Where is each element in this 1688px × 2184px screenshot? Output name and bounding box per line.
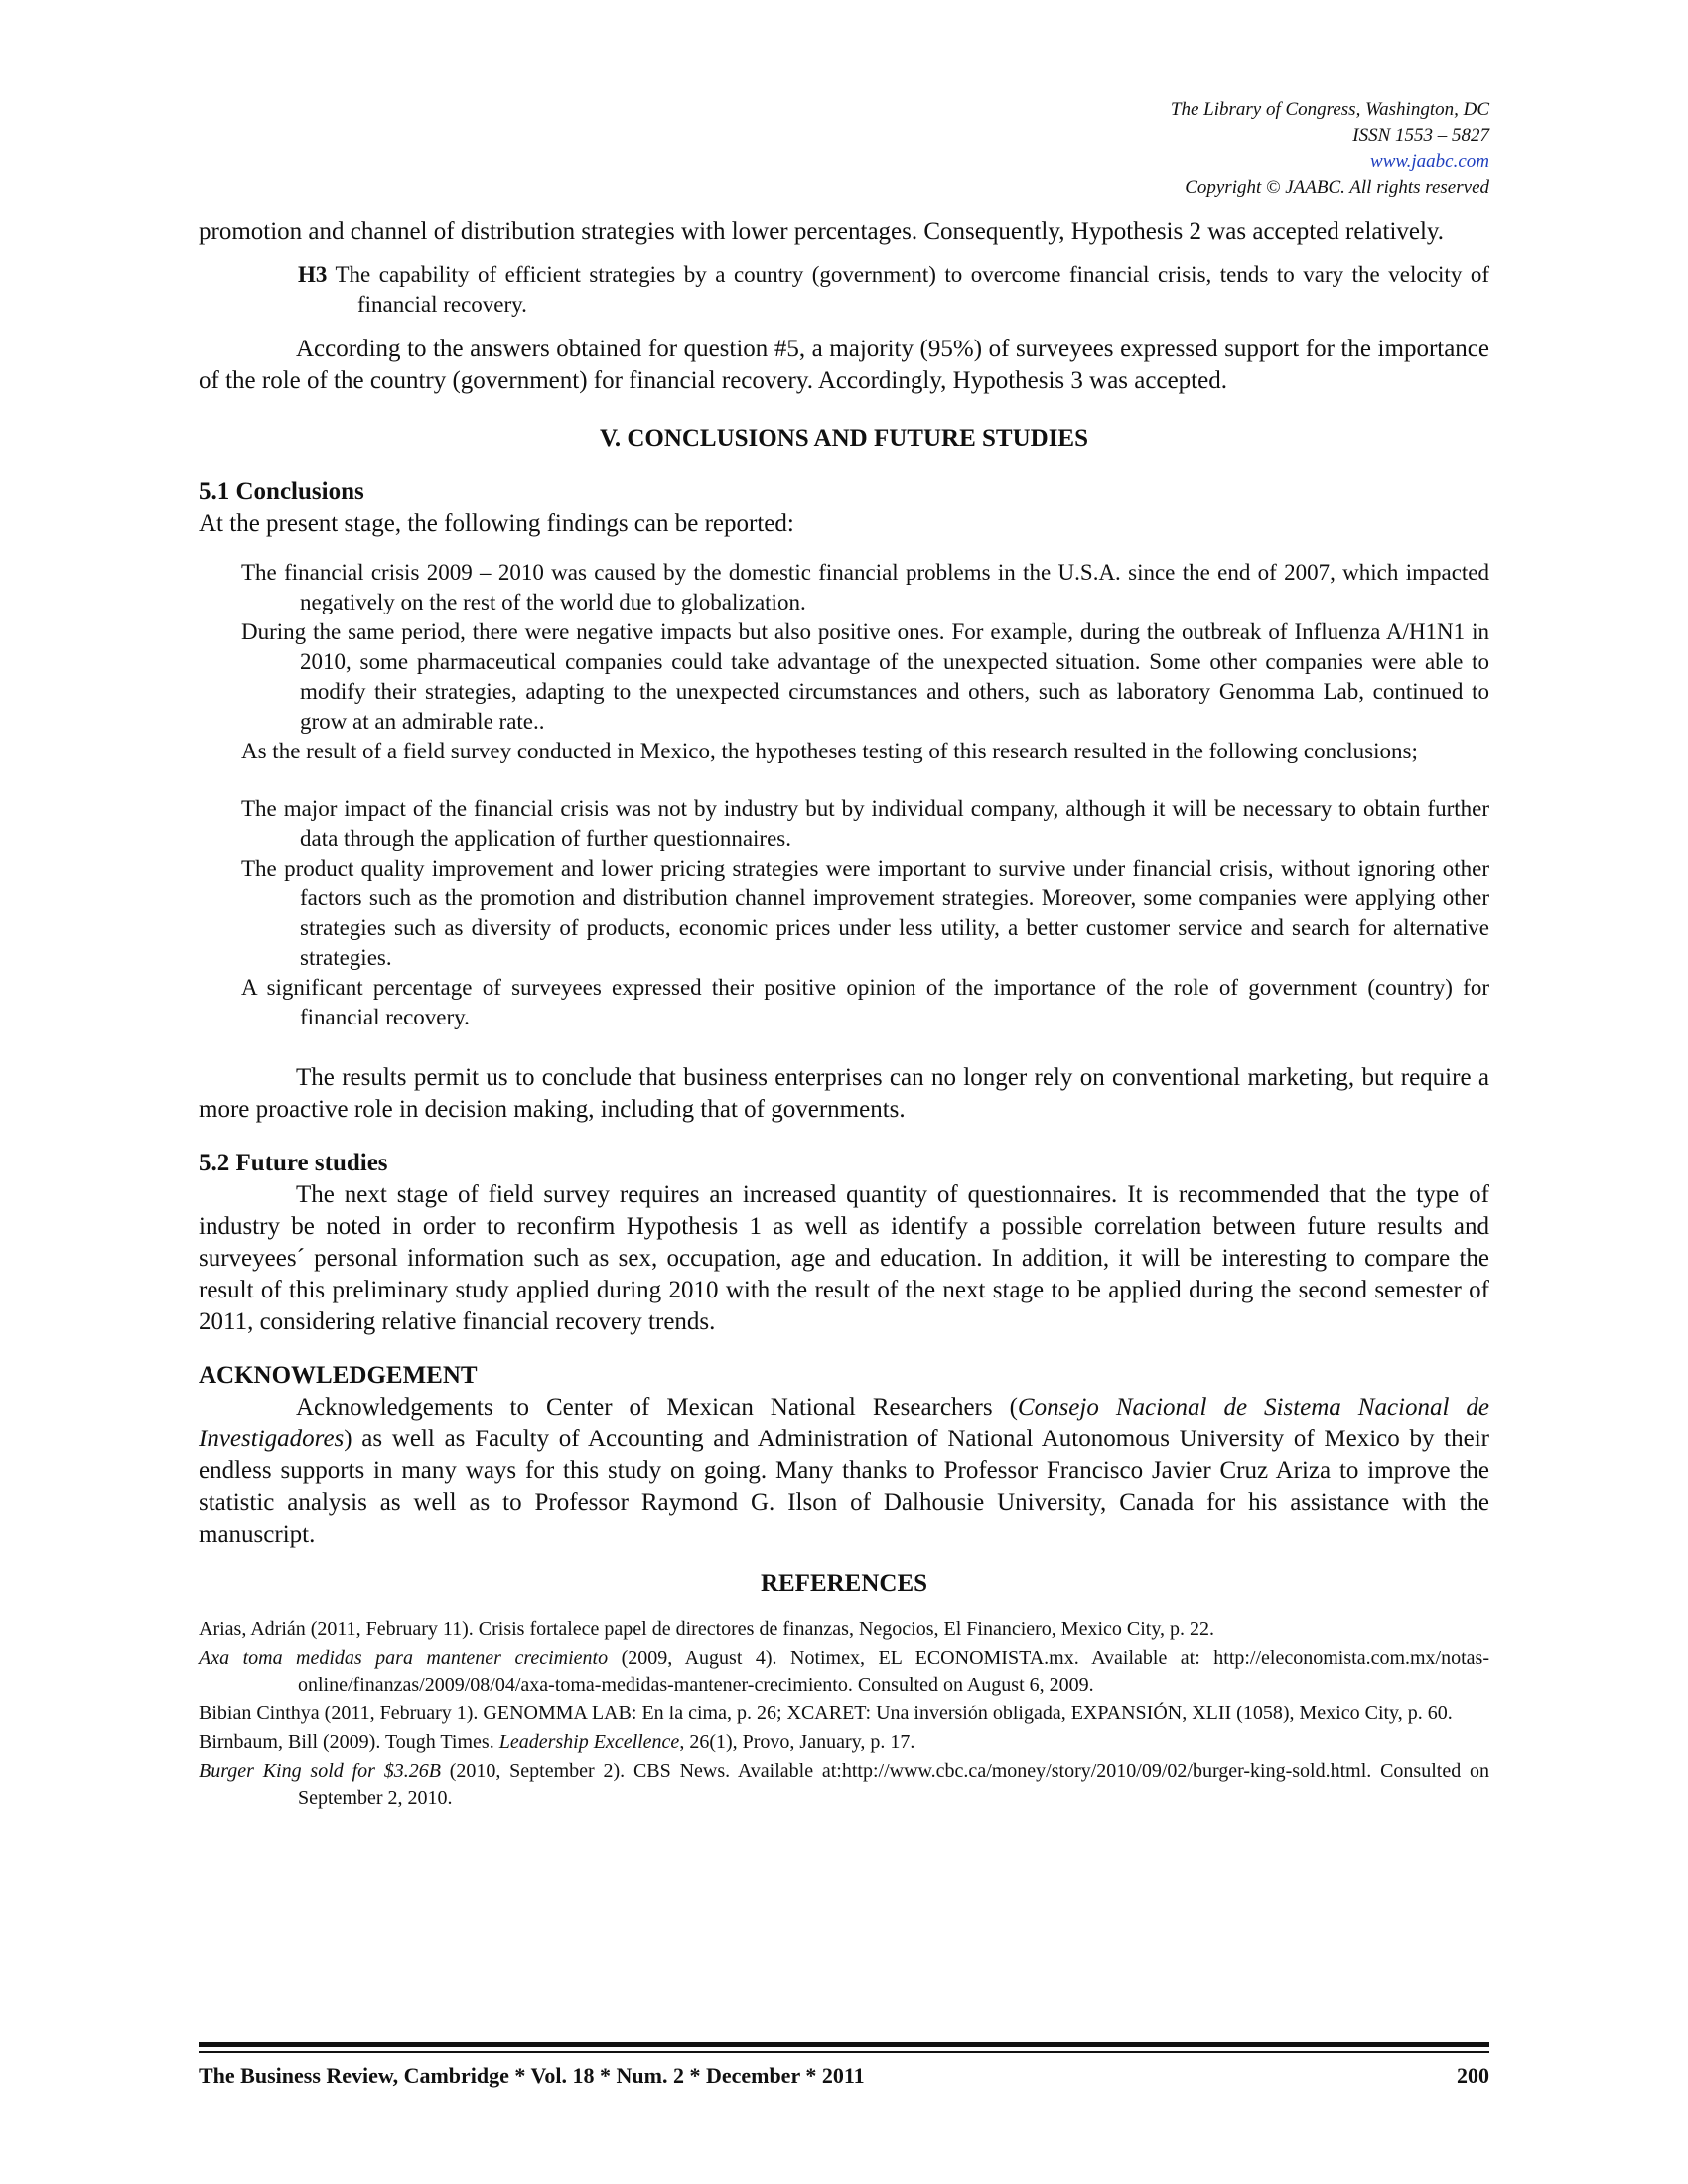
hypothesis-text: The capability of efficient strategies by a country (government) to overcome financial crisis, tends to vary the velocity of financial recovery. [327, 262, 1489, 317]
conclusion-item: A significant percentage of surveyees expressed their positive opinion of the importance of the role of government (country) for financial recovery. [241, 975, 1489, 1029]
reference-text: (2010, September 2). CBS News. Available at:http://www.cbc.ca/money/story/2010/09/02/burger-king-sold.html. Consulted on September 2, 2010. [298, 1760, 1490, 1809]
ack-text-1: Acknowledgements to Center of Mexican National Researchers ( [296, 1394, 1018, 1421]
conclusion-item: The product quality improvement and lower pricing strategies were important to survive under financial crisis, without ignoring other factors such as the promotion and distribution channel improvement strategies. Moreover, some companies were applying other strategies such as diversity of products, economic prices under less utility, a better customer service and search for alternative strategies. [241, 856, 1489, 970]
reference-text: , 26(1), Provo, January, p. 17. [679, 1731, 915, 1753]
header-website-link[interactable]: www.jaabc.com [1370, 151, 1489, 172]
future-studies-paragraph: The next stage of field survey requires an increased quantity of questionnaires. It is recommended that the type of industry be noted in order to reconfirm Hypothesis 1 as well as identify a possible correlation between future results and surveyees´ personal information such as sex, occupation, age and education. In addition, it will be interesting to compare the result of this preliminary study applied during 2010 with the result of the next stage to be applied during the second semester of 2011, considering relative financial recovery trends. [199, 1181, 1489, 1335]
journal-header [1171, 97, 1489, 201]
header-issn: ISSN 1553 – 5827 [1352, 125, 1489, 146]
hypothesis-3 [298, 260, 1489, 320]
finding-item: During the same period, there were negative impacts but also positive ones. For example, during the outbreak of Influenza A/H1N1 in 2010, some pharmaceutical companies could take advantage of the unexpected situation. Some other companies were able to modify their strategies, adapting to the unexpected circumstances and others, such as laboratory Genomma Lab, continued to grow at an admirable rate.. [241, 619, 1489, 734]
hypothesis-3-result: According to the answers obtained for question #5, a majority (95%) of surveyees expressed support for the importance of the role of the country (government) for financial recovery. Accordingly, Hypothesis 3 was accepted. [199, 336, 1489, 394]
reference-italic-title: Axa toma medidas para mantener crecimiento [199, 1647, 609, 1669]
ack-italic-institution: Consejo Nacional de Sistema Nacional de Investigadores [199, 1394, 1489, 1452]
conclusion-item: The major impact of the financial crisis was not by industry but by individual company, although it will be necessary to obtain further data through the application of further questionnaires. [241, 796, 1489, 851]
references-list [199, 1616, 1489, 1812]
conclusions-heading: 5.1 Conclusions [199, 478, 364, 505]
page [199, 0, 1489, 2184]
article-body [199, 216, 1489, 1812]
finding-item: The financial crisis 2009 – 2010 was caused by the domestic financial problems in the U.S.A. since the end of 2007, which impacted negatively on the rest of the world due to globalization. [241, 560, 1489, 614]
finding-item: As the result of a field survey conducted in Mexico, the hypotheses testing of this research resulted in the following conclusions; [241, 739, 1418, 763]
reference-italic-title: Leadership Excellence [498, 1731, 680, 1753]
footer-rule-thin [199, 2051, 1489, 2053]
findings-list [199, 558, 1489, 1032]
spacer [199, 766, 1489, 794]
conclusions-intro: At the present stage, the following findings can be reported: [199, 510, 794, 537]
ack-text-2: ) as well as Faculty of Accounting and Administration of National Autonomous University of Mexico by their endless supports in many ways for this study on going. Many thanks to Professor Francisco Javier Cruz Ariza to improve the statistic analysis as well as to Professor Raymond G. Ilson of Dalhousie University, Canada for his assistance with the manuscript. [199, 1426, 1489, 1548]
reference-italic-title: Burger King sold for $3.26B [199, 1760, 441, 1782]
page-footer [199, 2063, 1489, 2089]
acknowledgement-heading: ACKNOWLEDGEMENT [199, 1362, 478, 1389]
footer-rule-thick [199, 2042, 1489, 2047]
footer-journal: The Business Review, Cambridge * Vol. 18 * Num. 2 * December * 2011 [199, 2063, 865, 2088]
hypothesis-label: H3 [298, 262, 328, 287]
acknowledgement-paragraph [199, 1392, 1489, 1551]
footer-page-number: 200 [1457, 2063, 1489, 2088]
reference-text: Birnbaum, Bill (2009). Tough Times. [199, 1731, 499, 1753]
references-heading: REFERENCES [760, 1570, 928, 1597]
continuation-paragraph: promotion and channel of distribution strategies with lower percentages. Consequently, Hypothesis 2 was accepted relatively. [199, 218, 1445, 245]
section-title: V. CONCLUSIONS AND FUTURE STUDIES [599, 425, 1089, 452]
reference-item: Arias, Adrián (2011, February 11). Crisis fortalece papel de directores de finanzas, Negocios, El Financiero, Mexico City, p. 22. [199, 1618, 1215, 1640]
conclusion-paragraph: The results permit us to conclude that business enterprises can no longer rely on conventional marketing, but require a more proactive role in decision making, including that of governments. [199, 1064, 1489, 1123]
reference-text: (2009, August 4). Notimex, EL ECONOMISTA.mx. Available at: http://eleconomista.com.mx/notas-online/finanzas/2009/08/04/axa-toma-medidas-mantener-crecimiento. Consulted on August 6, 2009. [298, 1647, 1489, 1696]
reference-item [199, 1729, 1489, 1756]
reference-item [199, 1645, 1489, 1699]
reference-item: Bibian Cinthya (2011, February 1). GENOMMA LAB: En la cima, p. 26; XCARET: Una inversión obligada, EXPANSIÓN, XLII (1058), Mexico City, p. 60. [199, 1703, 1453, 1724]
header-library: The Library of Congress, Washington, DC [1170, 99, 1489, 120]
future-studies-heading: 5.2 Future studies [199, 1150, 388, 1176]
reference-item [199, 1758, 1489, 1812]
header-copyright: Copyright © JAABC. All rights reserved [1185, 177, 1489, 198]
